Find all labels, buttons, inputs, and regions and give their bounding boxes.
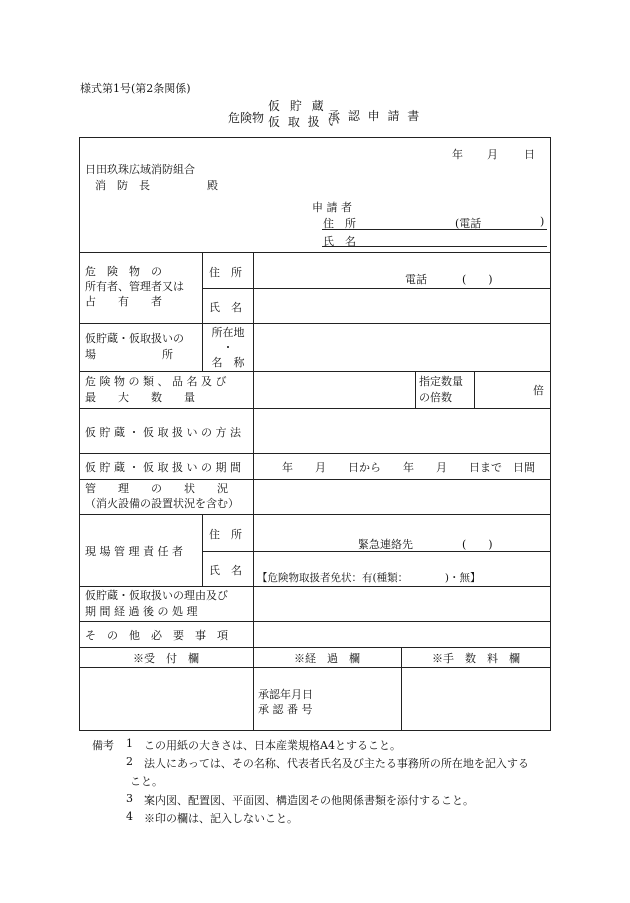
emergency-contact-label: 緊急連絡先: [358, 538, 413, 551]
reason-label-line2: 期 間 経 過 後 の 処 理: [85, 605, 198, 618]
location-label-line1: 仮貯蔵・仮取扱いの: [85, 332, 184, 345]
location-label: [85, 331, 184, 363]
date-day: 日: [524, 148, 535, 161]
location-sub-line3: 名 称: [211, 356, 245, 369]
period-value: 年 月 日から 年 月 日まで 日間: [282, 461, 535, 474]
hazard-label-line1: 危 険 物 の 類 、 品 名 及 び: [85, 375, 227, 388]
addressee-org: 日田玖珠広域消防組合: [85, 163, 195, 176]
date-month: 月: [487, 148, 498, 161]
col-divider: [253, 252, 254, 667]
row-divider: [79, 408, 551, 409]
col-divider: [202, 252, 203, 371]
row-divider: [79, 647, 551, 648]
management-label: [85, 481, 239, 511]
site-name-label: 氏 名: [209, 564, 242, 577]
owner-address-label: 住 所: [209, 266, 242, 279]
applicant-name-label: 氏 名: [323, 235, 356, 248]
row-divider: [79, 621, 551, 622]
title-lower: 仮 取 扱 い: [268, 115, 342, 129]
progress-column-header: ※経 過 欄: [294, 652, 360, 665]
document-title: [228, 97, 428, 133]
period-label: 仮 貯 蔵 ・ 仮 取 扱 い の 期 間: [85, 461, 241, 474]
times-unit: 倍: [533, 384, 544, 397]
method-label: 仮 貯 蔵 ・ 仮 取 扱 い の 方 法: [85, 426, 241, 439]
col-divider: [474, 371, 475, 408]
location-label-line2: 場 所: [85, 348, 173, 361]
note-1-text: この用紙の大きさは、日本産業規格A4とすること。: [144, 739, 401, 752]
title-upper: 仮 貯 蔵: [268, 99, 327, 113]
row-divider: [79, 371, 551, 372]
honorific: 殿: [207, 179, 218, 192]
applicant-address-underline: [322, 229, 547, 230]
hazard-label: [85, 374, 226, 406]
note-2-text: 法人にあっては、その名称、代表者氏名及び主たる事務所の所在地を記入する: [144, 757, 529, 770]
note-3-number: 3: [126, 792, 133, 805]
management-label-line2: （消火設備の設置状況を含む）: [85, 497, 239, 510]
hazard-label-line2: 最 大 数 量: [85, 391, 195, 404]
note-1-number: 1: [126, 737, 133, 750]
note-2-number: 2: [126, 755, 133, 768]
fee-column-header: ※手 数 料 欄: [432, 652, 520, 665]
other-label: そ の 他 必 要 事 項: [85, 629, 228, 642]
date-year: 年: [452, 148, 463, 161]
row-divider: [79, 323, 551, 324]
row-divider: [79, 667, 551, 668]
approval-date-label: 承認年月日: [258, 688, 313, 701]
form-code: 様式第1号(第2条関係): [80, 82, 191, 95]
applicant-address-label: 住 所: [323, 217, 356, 230]
note-2-continuation: こと。: [130, 775, 163, 788]
owner-phone-label: 電話: [405, 273, 427, 286]
applicant-phone-label: (電話: [455, 217, 482, 230]
site-manager-label: 現 場 管 理 責 任 者: [85, 545, 183, 558]
col-divider: [202, 514, 203, 586]
approval-number-label: 承 認 番 号: [258, 703, 313, 716]
applicant-phone-close: ): [540, 215, 545, 228]
row-divider: [79, 479, 551, 480]
owner-label-line1: 危 険 物 の: [85, 265, 162, 278]
location-sub-line1: 所在地: [211, 326, 245, 339]
note-4-text: ※印の欄は、記入しないこと。: [144, 812, 298, 825]
reception-column-header: ※受 付 欄: [133, 652, 199, 665]
owner-phone-parens: ( ): [462, 273, 493, 286]
addressee-title: 消 防 長: [95, 179, 150, 192]
row-divider: [79, 252, 551, 253]
row-divider: [79, 586, 551, 587]
owner-name-label: 氏 名: [209, 301, 242, 314]
applicant-name-underline: [322, 246, 547, 247]
reason-label: [85, 588, 228, 620]
location-sub-label: [206, 325, 250, 370]
management-label-line1: 管 理 の 状 況: [85, 482, 228, 495]
location-sub-line2: ・: [222, 341, 234, 354]
notes-label: 備考: [92, 739, 114, 752]
reason-label-line1: 仮貯蔵・仮取扱いの理由及び: [85, 589, 228, 602]
applicant-label: 申 請 者: [312, 201, 352, 214]
row-divider: [202, 288, 551, 289]
designated-quantity-line1: 指定数量: [419, 375, 463, 388]
title-prefix: 危険物: [228, 111, 265, 125]
designated-quantity-line2: の倍数: [419, 391, 452, 404]
owner-label-line2: 所有者、管理者又は: [85, 280, 184, 293]
designated-quantity-label: [419, 374, 463, 406]
owner-label-line3: 占 有 者: [85, 295, 162, 308]
col-divider: [415, 371, 416, 408]
note-3-text: 案内図、配置図、平面図、構造図その他関係書類を添付すること。: [144, 794, 474, 807]
title-suffix: 承 認 申 請 書: [328, 109, 422, 123]
row-divider: [79, 514, 551, 515]
note-4-number: 4: [126, 810, 133, 823]
license-note: 【危険物取扱者免状：有(種類： )・無】: [257, 572, 481, 584]
site-address-label: 住 所: [209, 528, 242, 541]
emergency-contact-parens: ( ): [462, 538, 493, 551]
row-divider: [79, 453, 551, 454]
owner-label: [85, 264, 197, 309]
